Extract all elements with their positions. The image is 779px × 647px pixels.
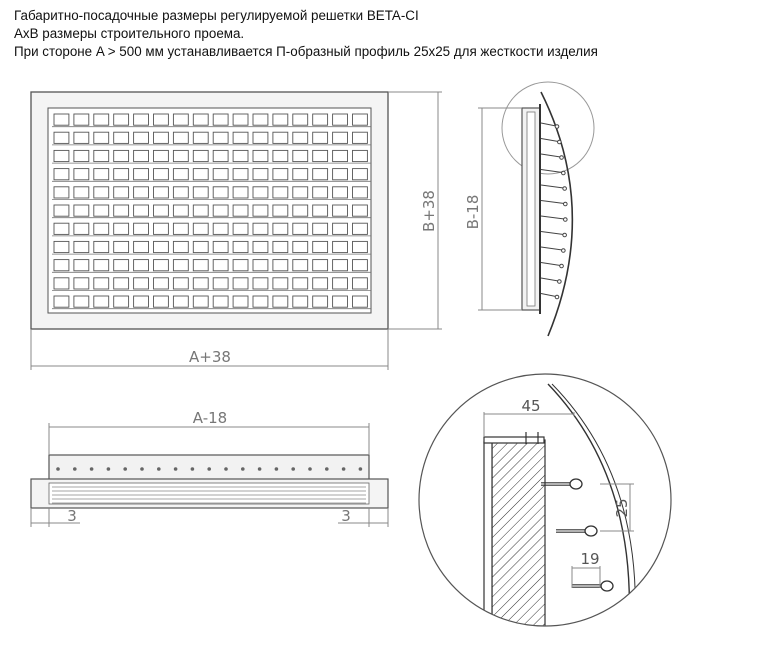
dim-label-right-offset: 3 xyxy=(341,507,351,525)
grille-cell xyxy=(253,114,268,125)
grille-cell xyxy=(233,260,248,271)
front-view xyxy=(31,92,388,329)
grille-cell xyxy=(193,187,208,198)
grille-cell xyxy=(313,241,328,252)
grille-cell xyxy=(293,260,308,271)
grille-cell xyxy=(134,278,149,289)
side-blade-tip xyxy=(564,202,568,206)
grille-cell xyxy=(193,169,208,180)
detail-blade-tip xyxy=(585,526,597,536)
grille-cell xyxy=(134,205,149,216)
grille-cell xyxy=(253,260,268,271)
grille-cell xyxy=(353,187,368,198)
grille-cell xyxy=(54,260,69,271)
grille-cell xyxy=(134,223,149,234)
side-blade-tip xyxy=(564,218,568,222)
grille-cell xyxy=(213,296,228,307)
grille-cell xyxy=(253,223,268,234)
grille-cell xyxy=(253,169,268,180)
top-rivet xyxy=(359,467,363,471)
grille-cell xyxy=(74,150,89,161)
grille-cell xyxy=(114,278,129,289)
dim-label-detail-depth: 45 xyxy=(521,397,541,415)
top-rivet xyxy=(325,467,329,471)
grille-cell xyxy=(54,223,69,234)
dim-label-front-width: A+38 xyxy=(189,348,231,366)
top-rivet xyxy=(275,467,279,471)
grille-cell xyxy=(54,278,69,289)
side-frame-inner xyxy=(527,112,535,306)
grille-cell xyxy=(74,241,89,252)
grille-cell xyxy=(134,241,149,252)
grille-cell xyxy=(293,223,308,234)
side-blade xyxy=(541,185,564,188)
grille-cell xyxy=(74,205,89,216)
grille-cell xyxy=(193,205,208,216)
grille-cell xyxy=(313,205,328,216)
grille-cell xyxy=(273,296,288,307)
grille-cell xyxy=(333,132,348,143)
grille-cell xyxy=(154,150,169,161)
top-rivet xyxy=(56,467,60,471)
top-rivet xyxy=(123,467,127,471)
grille-cell xyxy=(313,150,328,161)
grille-cell xyxy=(74,296,89,307)
side-blade xyxy=(541,278,558,281)
grille-cell xyxy=(253,150,268,161)
grille-cell xyxy=(154,278,169,289)
grille-cell xyxy=(114,205,129,216)
grille-cell xyxy=(154,241,169,252)
grille-cell xyxy=(333,187,348,198)
detail-flange xyxy=(484,437,544,443)
grille-cell xyxy=(273,187,288,198)
grille-cell xyxy=(173,205,188,216)
side-blade xyxy=(541,154,561,157)
grille-cell xyxy=(193,223,208,234)
grille-cell xyxy=(94,296,109,307)
grille-cell xyxy=(273,150,288,161)
grille-cell xyxy=(173,223,188,234)
grille-cell xyxy=(313,296,328,307)
grille-cell xyxy=(193,150,208,161)
detail-blades xyxy=(541,479,613,591)
grille-cell xyxy=(353,260,368,271)
side-blade xyxy=(541,123,556,126)
grille-cell xyxy=(293,241,308,252)
side-blade-tip xyxy=(560,264,564,268)
detail-blade-tip xyxy=(570,479,582,489)
grille-cell xyxy=(273,241,288,252)
grille-cell xyxy=(193,278,208,289)
grille-cell xyxy=(253,132,268,143)
dim-label-left-offset: 3 xyxy=(67,507,77,525)
grille-cell xyxy=(74,114,89,125)
grille-cell xyxy=(154,132,169,143)
grille-cell xyxy=(213,169,228,180)
grille-cell xyxy=(273,169,288,180)
dim-label-detail-blade: 19 xyxy=(580,550,600,568)
grille-cell xyxy=(74,278,89,289)
grille-cell xyxy=(213,150,228,161)
side-blade-tip xyxy=(562,171,566,175)
grille-cell xyxy=(173,150,188,161)
grille-cell xyxy=(74,187,89,198)
grille-cell xyxy=(134,132,149,143)
grille-cell xyxy=(313,223,328,234)
grille-cell xyxy=(94,150,109,161)
grille-cell xyxy=(94,241,109,252)
header-line-2: AxB размеры строительного проема. xyxy=(14,26,245,41)
header-line-1: Габаритно-посадочные размеры регулируемой решетки BETA-CI xyxy=(14,8,419,23)
grille-cell xyxy=(134,260,149,271)
grille-cell xyxy=(233,187,248,198)
grille-cell xyxy=(173,114,188,125)
side-blade-tip xyxy=(555,125,559,129)
grille-cell xyxy=(74,169,89,180)
top-rivet xyxy=(342,467,346,471)
grille-cell xyxy=(233,241,248,252)
grille-cell xyxy=(353,296,368,307)
grille-cell xyxy=(293,205,308,216)
detail-callout-circle xyxy=(502,82,594,174)
grille-cell xyxy=(353,132,368,143)
grille-cell xyxy=(253,241,268,252)
grille-cell xyxy=(193,114,208,125)
top-rivet xyxy=(191,467,195,471)
top-rivet xyxy=(241,467,245,471)
top-rivet xyxy=(207,467,211,471)
grille-cell xyxy=(114,260,129,271)
grille-cell xyxy=(213,241,228,252)
grille-cell xyxy=(253,205,268,216)
grille-cell xyxy=(333,296,348,307)
grille-cell xyxy=(333,260,348,271)
grille-cell xyxy=(54,114,69,125)
grille-cell xyxy=(233,223,248,234)
grille-cell xyxy=(313,260,328,271)
grille-cell xyxy=(94,132,109,143)
side-blade-tip xyxy=(562,249,566,253)
top-rivet xyxy=(107,467,111,471)
side-blade-tip xyxy=(558,140,562,144)
grille-cell xyxy=(154,296,169,307)
grille-cell xyxy=(213,132,228,143)
grille-cell xyxy=(213,187,228,198)
side-blade-tip xyxy=(560,156,564,160)
grille-cell xyxy=(134,169,149,180)
grille-cell xyxy=(114,150,129,161)
grille-cell xyxy=(94,278,109,289)
top-rivet xyxy=(291,467,295,471)
side-blade xyxy=(541,263,561,266)
side-blade xyxy=(541,232,564,235)
side-blade xyxy=(541,170,562,173)
detail-wall-section xyxy=(492,440,545,640)
grille-cell xyxy=(293,150,308,161)
grille-cell xyxy=(293,132,308,143)
side-blade-tip xyxy=(555,295,559,299)
side-blade-tip xyxy=(563,233,567,237)
grille-cell xyxy=(154,223,169,234)
grille-cell xyxy=(114,169,129,180)
grille-cell xyxy=(293,278,308,289)
grille-cell xyxy=(114,223,129,234)
grille-cell xyxy=(74,223,89,234)
grille-cell xyxy=(213,223,228,234)
grille-cell xyxy=(313,278,328,289)
top-view xyxy=(31,455,388,508)
grille-cell xyxy=(193,132,208,143)
grille-cell xyxy=(293,187,308,198)
grille-cell xyxy=(193,241,208,252)
grille-cell xyxy=(333,241,348,252)
grille-cell xyxy=(313,169,328,180)
grille-cell xyxy=(173,241,188,252)
grille-cell xyxy=(54,187,69,198)
side-blade-tip xyxy=(558,280,562,284)
grille-cell xyxy=(353,223,368,234)
side-blade xyxy=(541,139,558,142)
grille-cell xyxy=(54,296,69,307)
grille-cell xyxy=(233,169,248,180)
grille-cell xyxy=(273,114,288,125)
grille-cell xyxy=(114,241,129,252)
grille-cell xyxy=(213,114,228,125)
grille-cell xyxy=(54,132,69,143)
grille-cell xyxy=(353,150,368,161)
side-blade xyxy=(541,294,556,297)
grille-cell xyxy=(94,205,109,216)
grille-cell xyxy=(253,296,268,307)
grille-cell xyxy=(193,260,208,271)
detail-blade-tip xyxy=(601,581,613,591)
grille-cell xyxy=(353,241,368,252)
grille-cell xyxy=(173,187,188,198)
grille-cell xyxy=(173,260,188,271)
grille-cell xyxy=(213,260,228,271)
grille-cell xyxy=(313,132,328,143)
grille-cell xyxy=(273,132,288,143)
grille-cell xyxy=(293,296,308,307)
grille-cell xyxy=(154,187,169,198)
grille-cell xyxy=(114,132,129,143)
grille-cell xyxy=(54,205,69,216)
dim-label-detail-pitch: 25 xyxy=(613,498,631,518)
top-rivet xyxy=(308,467,312,471)
grille-cell xyxy=(293,169,308,180)
grille-cell xyxy=(74,260,89,271)
grille-cell xyxy=(154,205,169,216)
grille-cell xyxy=(333,114,348,125)
side-blade xyxy=(541,247,562,250)
grille-cell xyxy=(273,223,288,234)
grille-cell xyxy=(54,150,69,161)
grille-cell xyxy=(233,278,248,289)
grille-cell xyxy=(94,169,109,180)
grille-cell xyxy=(293,114,308,125)
grille-cell xyxy=(313,114,328,125)
grille-cell xyxy=(54,169,69,180)
grille-cell xyxy=(94,223,109,234)
dim-label-side-height: B-18 xyxy=(464,194,482,230)
grille-cell xyxy=(94,114,109,125)
grille-cell xyxy=(114,187,129,198)
grille-cell xyxy=(213,205,228,216)
grille-cell xyxy=(233,132,248,143)
grille-cell xyxy=(313,187,328,198)
grille-cell xyxy=(94,187,109,198)
grille-cell xyxy=(353,114,368,125)
grille-cell xyxy=(94,260,109,271)
grille-cell xyxy=(134,150,149,161)
top-rivet xyxy=(258,467,262,471)
grille-cell xyxy=(333,205,348,216)
grille-cell xyxy=(273,205,288,216)
dim-label-front-height: B+38 xyxy=(420,190,438,232)
grille-cell xyxy=(173,169,188,180)
grille-cell xyxy=(233,114,248,125)
grille-cell xyxy=(114,296,129,307)
grille-cell xyxy=(154,114,169,125)
grille-cell xyxy=(273,278,288,289)
top-rivet xyxy=(224,467,228,471)
grille-cell xyxy=(213,278,228,289)
grille-cell xyxy=(173,278,188,289)
grille-cell xyxy=(333,150,348,161)
grille-cell xyxy=(154,260,169,271)
side-blade xyxy=(541,201,564,204)
grille-cell xyxy=(134,187,149,198)
side-dimensions xyxy=(478,108,522,310)
top-rivet xyxy=(73,467,77,471)
grille-cell xyxy=(333,223,348,234)
grille-cell xyxy=(114,114,129,125)
grille-cell xyxy=(193,296,208,307)
grille-cell xyxy=(134,114,149,125)
dim-label-top-width: A-18 xyxy=(192,409,228,427)
grille-cell xyxy=(353,205,368,216)
top-blades-box xyxy=(49,483,369,504)
grille-cell xyxy=(253,278,268,289)
header-line-3: При стороне A > 500 мм устанавливается П-образный профиль 25x25 для жесткости изделия xyxy=(14,44,598,59)
grille-cell xyxy=(273,260,288,271)
side-blade-tip xyxy=(563,187,567,191)
grille-cell xyxy=(74,132,89,143)
grille-cell xyxy=(353,169,368,180)
grille-cell xyxy=(54,241,69,252)
grille-cell xyxy=(333,278,348,289)
top-rivet xyxy=(157,467,161,471)
top-rivet xyxy=(90,467,94,471)
grille-cell xyxy=(173,296,188,307)
grille-cell xyxy=(253,187,268,198)
side-blade xyxy=(541,216,564,219)
grille-cell xyxy=(233,205,248,216)
side-view xyxy=(502,82,594,336)
grille-cell xyxy=(353,278,368,289)
grille-cell xyxy=(233,150,248,161)
grille-cell xyxy=(333,169,348,180)
grille-cell xyxy=(233,296,248,307)
grille-cell xyxy=(173,132,188,143)
top-rivet xyxy=(140,467,144,471)
grille-cell xyxy=(154,169,169,180)
grille-cell xyxy=(134,296,149,307)
top-rivet xyxy=(174,467,178,471)
